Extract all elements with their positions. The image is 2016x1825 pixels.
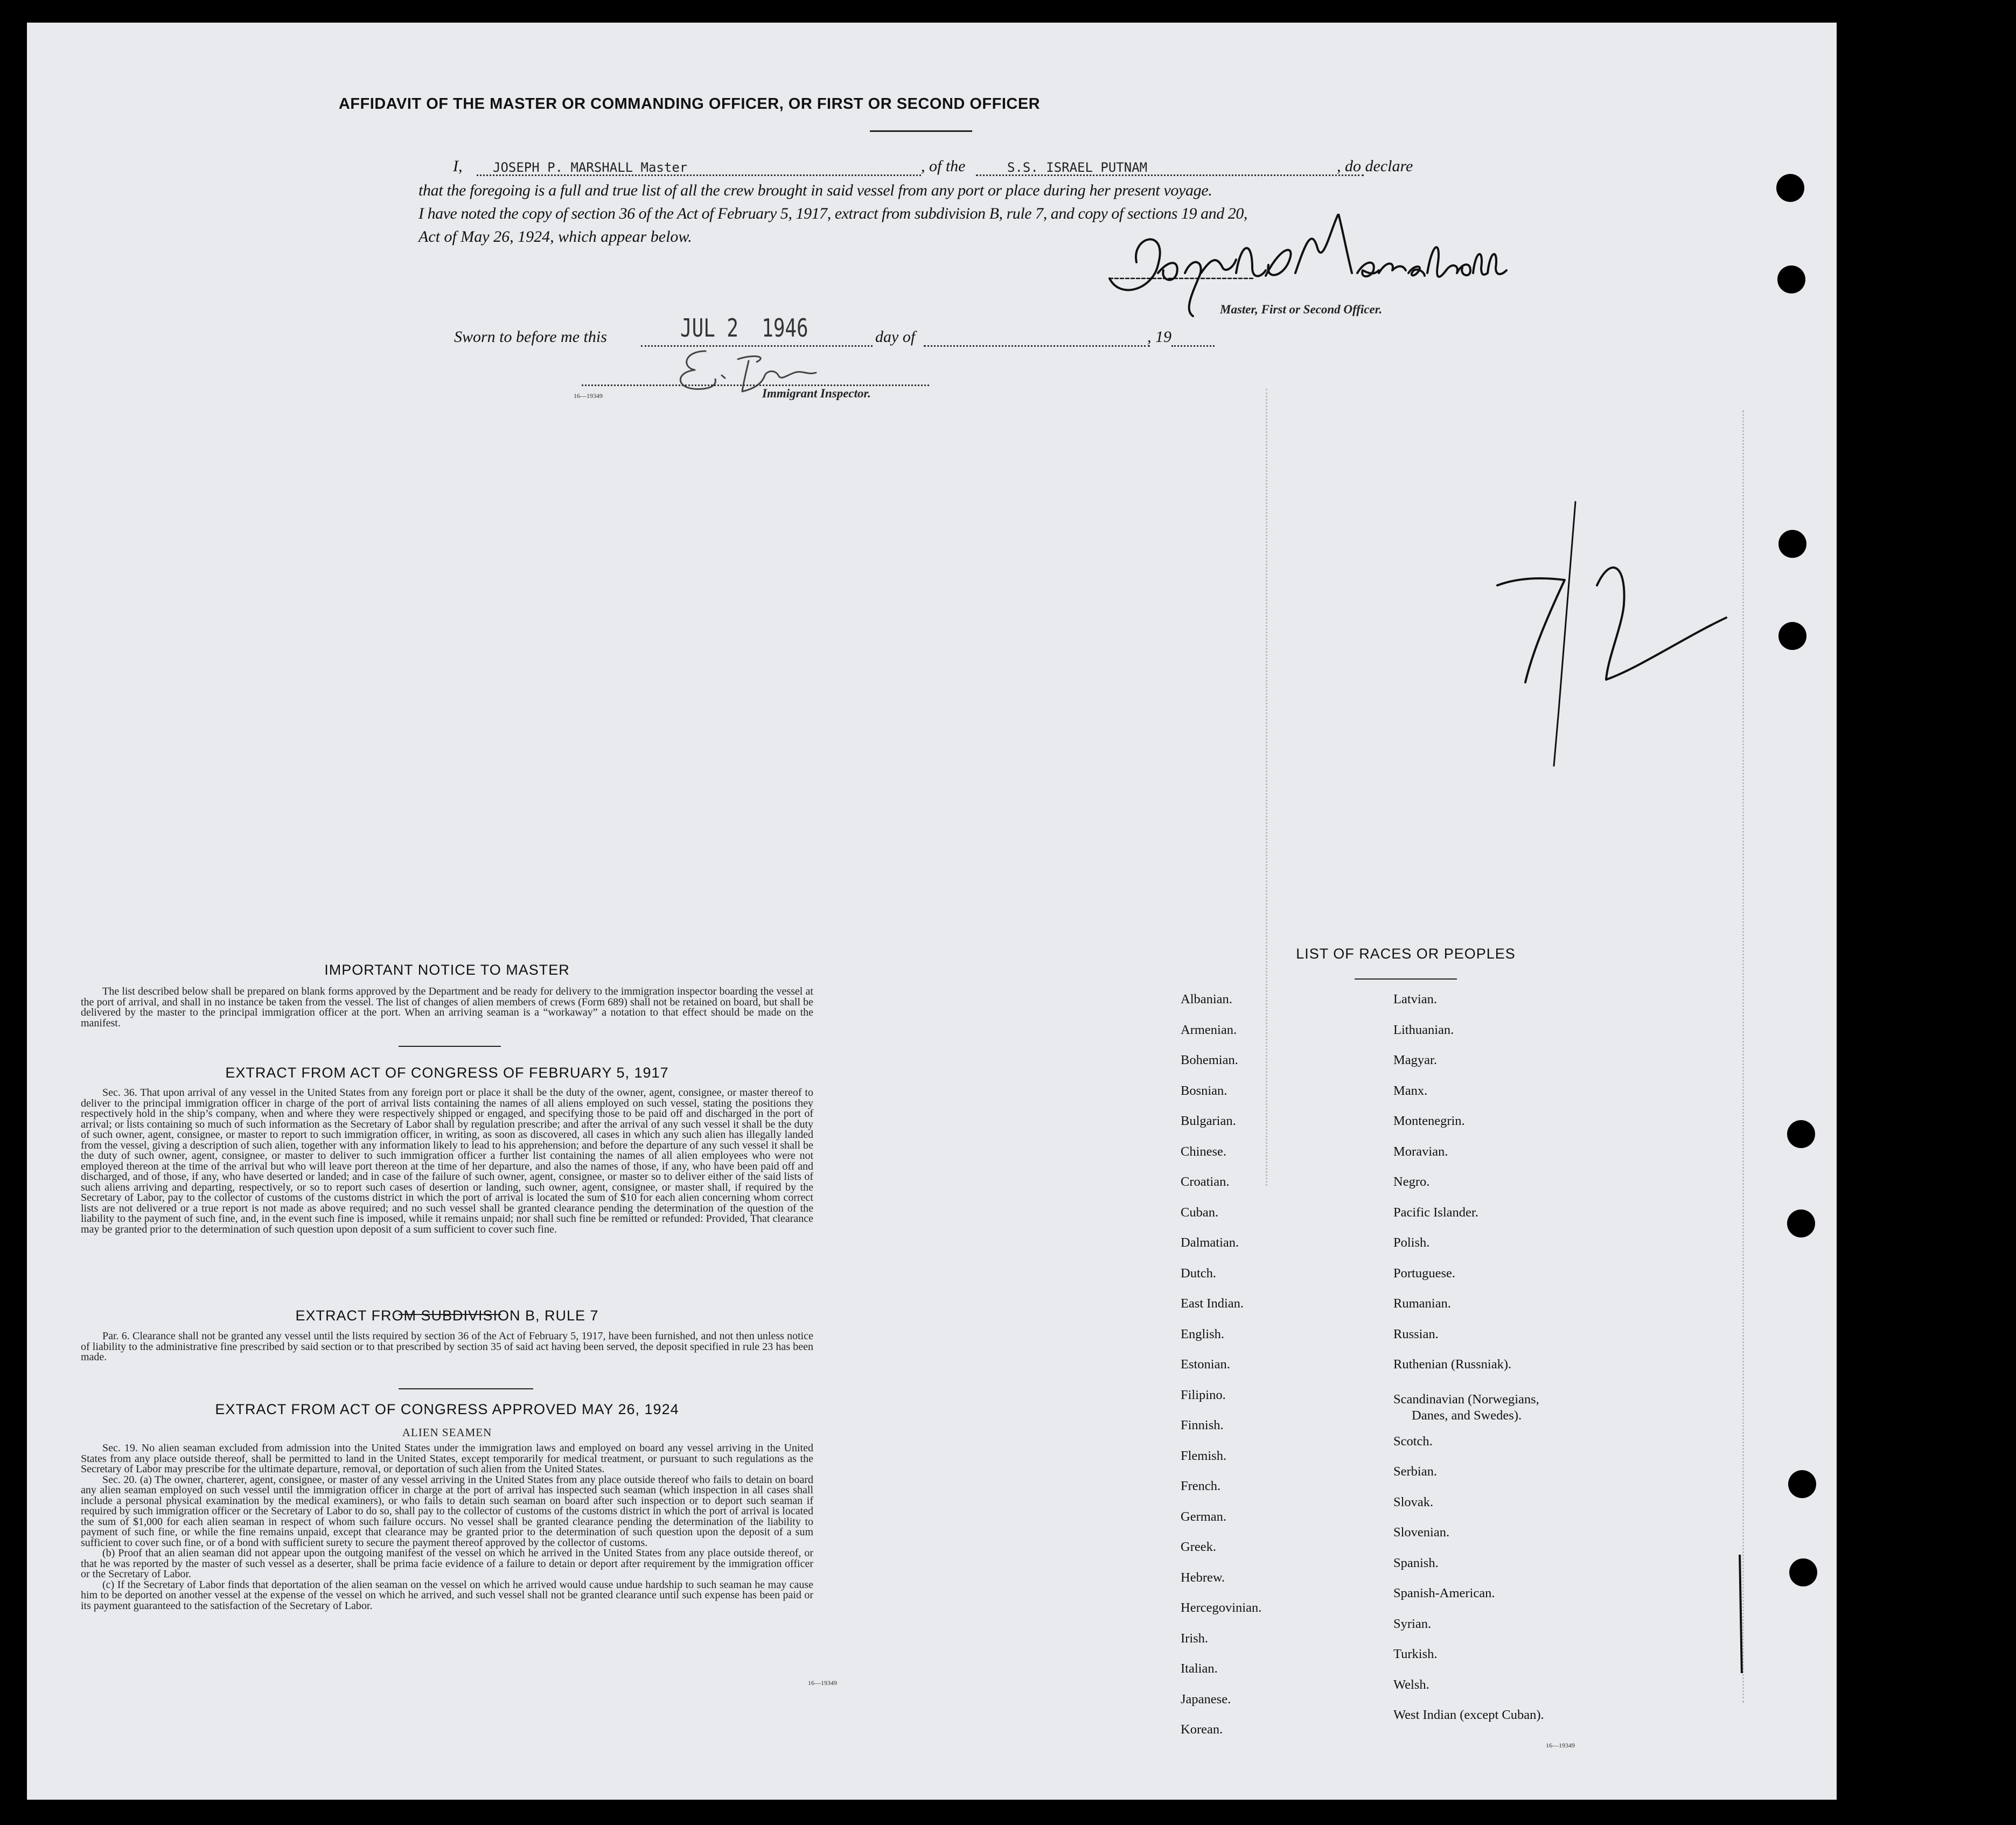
race-item: Montenegrin.	[1393, 1114, 1465, 1128]
year-prefix: , 19	[1147, 328, 1171, 346]
vessel-name: S.S. ISRAEL PUTNAM	[1007, 160, 1148, 175]
master-name: JOSEPH P. MARSHALL Master	[493, 160, 688, 175]
do-declare-label: , do declare	[1337, 157, 1413, 175]
race-item: Latvian.	[1393, 992, 1437, 1006]
race-item: Danes, and Swedes).	[1412, 1408, 1522, 1423]
sec-20b-text: (b) Proof that an alien seaman did not appear upon the outgoing manifest of the vessel on which he arrived in the United States from any place outside thereof, or that he was reported by the master of such vessel as a deserter, shall be prima facie evidence of a failure to detain or deport after requirement by the immigration officer or the Secretary of Labor.	[81, 1547, 813, 1580]
race-item: Manx.	[1393, 1083, 1428, 1098]
race-item: Hebrew.	[1181, 1570, 1225, 1585]
title-divider	[870, 130, 972, 132]
race-item: Lithuanian.	[1393, 1022, 1454, 1037]
binder-hole	[1787, 1120, 1815, 1148]
notice-text	[81, 987, 813, 1029]
race-item: French.	[1181, 1479, 1221, 1493]
race-item: Bosnian.	[1181, 1083, 1227, 1098]
extract-1924-body	[81, 1443, 813, 1611]
races-column-2	[1393, 992, 1544, 1738]
race-item: Ruthenian (Russniak).	[1393, 1357, 1512, 1372]
race-item: Cuban.	[1181, 1205, 1219, 1220]
race-item: Italian.	[1181, 1661, 1218, 1676]
guide-line-2	[1742, 410, 1744, 1703]
notice-title: IMPORTANT NOTICE TO MASTER	[324, 962, 570, 978]
race-item: Chinese.	[1181, 1144, 1227, 1159]
extract-form-number: 16—19349	[808, 1679, 837, 1687]
guide-line-1	[1266, 389, 1267, 1186]
document-page	[27, 23, 1837, 1800]
races-title: LIST OF RACES OR PEOPLES	[1296, 946, 1516, 962]
race-item: Magyar.	[1393, 1053, 1437, 1067]
sworn-prefix: Sworn to before me this	[454, 328, 607, 346]
race-item: Rumanian.	[1393, 1296, 1451, 1311]
sec-19-text: Sec. 19. No alien seaman excluded from admission into the United States under the immigration laws and employed on board any vessel arriving in the United States from any place outside thereof, shall be permitted to land in the United States, except temporarily for medical treatment, or pursuant to such regulations as the Secretary of Labor may prescribe for the ultimate departure, removal, or deportation of such alien from the United States.	[81, 1442, 813, 1475]
race-item: Serbian.	[1393, 1464, 1437, 1479]
sec-20a-text: Sec. 20. (a) The owner, charterer, agent, consignee, or master of any vessel arriving in the United States from any place outside thereof who fails to detain on board any alien seaman employed on such vessel until the immigration officer in charge at the port of arrival has inspected such seaman (which inspection in all cases shall include a personal physical examination by the medical examiners), or who fails to detain such seaman on board after such inspection or to deport such seaman if required by such immigration officer or the Secretary of Labor to do so, shall pay to the collector of customs of the customs district in which the port of arrival is located the sum of $1,000 for each alien seaman in respect of whom such failure occurs. No vessel shall be granted clearance pending the determination of the liability to payment of such fine, or while the fine remains unpaid, except that clearance may be granted prior to the determination of such question upon the deposit of a sum sufficient to cover such fine, or of a bond with sufficient surety to secure the payment thereof approved by the collector of customs.	[81, 1473, 813, 1549]
race-item: Syrian.	[1393, 1616, 1432, 1631]
race-item: English.	[1181, 1326, 1224, 1341]
race-item: Irish.	[1181, 1631, 1209, 1646]
inspector-caption: Immigrant Inspector.	[762, 387, 871, 400]
race-item: Pacific Islander.	[1393, 1205, 1478, 1220]
race-item: Croatian.	[1181, 1174, 1230, 1189]
race-item: West Indian (except Cuban).	[1393, 1708, 1544, 1722]
binder-hole	[1787, 1209, 1815, 1237]
sec-20c-text: (c) If the Secretary of Labor finds that deportation of the alien seaman on the vessel on which he arrived would cause undue hardship to such seaman he may cause him to be deported on another vessel at the expense of the vessel on which he arrived, and such vessel shall not be granted clearance until such expense has been paid or its payment guaranteed to the satisfaction of the Secretary of Labor.	[81, 1578, 813, 1612]
month-line	[924, 345, 1150, 347]
of-the-label: , of the	[921, 157, 966, 175]
extract-rule7-divider	[399, 1388, 533, 1389]
race-item: German.	[1181, 1509, 1227, 1524]
race-item: Armenian.	[1181, 1022, 1237, 1037]
race-item: Scandinavian (Norwegians,	[1393, 1392, 1539, 1407]
extract-1917-title: EXTRACT FROM ACT OF CONGRESS OF FEBRUARY 5, 1917	[225, 1065, 669, 1081]
race-item: Spanish.	[1393, 1555, 1439, 1570]
race-item: Albanian.	[1181, 992, 1232, 1006]
declarant-i: I,	[453, 157, 463, 175]
extract-1917-text: Sec. 36. That upon arrival of any vessel in the United States from any foreign port or place it shall be the duty of the owner, agent, consignee, or master thereof to deliver to the principal immigration officer in charge of the port of arrival lists containing the names of all aliens employed on such vessel, stating the positions they respectively hold in the ship’s company, when and where they were respectively shipped or engaged, and specifying those to be paid off and discharged in the port of arrival; or lists containing so much of such information as the Secretary of Labor shall by regulation prescribe; and after the arrival of any such vessel it shall be the duty of such owner, agent, consignee, or master to report to such immigration officer, in writing, as soon as discovered, all cases in which any such alien has illegally landed from the vessel, giving a description of such alien, together with any information likely to lead to his apprehension; and before the departure of any such vessel it shall be the duty of such owner, agent, consignee, or master to deliver to such immigration officer a further list containing the names of all alien employees who were not employed thereon at the time of the arrival but who will leave port thereon at the time of her departure, and also the names of those, if any, who have been paid off and discharged, and of those, if any, who have deserted or landed; and in case of the failure of such owner, agent, consignee, or master so to deliver either of the said lists of such aliens arriving and departing, respectively, or so to report such cases of desertion or landing, such owner, agent, consignee, or master shall, if required by the Secretary of Labor, pay to the collector of customs of the customs district in which the port of arrival is located the sum of $10 for each alien concerning whom correct lists are not delivered or a true report is not made as above required; and no such vessel shall be granted clearance pending the determination of the question of the liability to the payment of such fine, and, in the event such fine is imposed, while it remains unpaid; nor shall such fine be remitted or refunded: Provided, That clearance may be granted prior to the determination of such question upon deposit of a sum sufficient to cover such fine.	[81, 1087, 813, 1235]
races-column-1	[1181, 992, 1261, 1753]
binder-hole	[1778, 530, 1806, 558]
races-form-number: 16—19349	[1546, 1742, 1575, 1749]
year-line	[1171, 345, 1215, 347]
extract-1924-title: EXTRACT FROM ACT OF CONGRESS APPROVED MAY 26, 1924	[215, 1401, 679, 1417]
race-item: Polish.	[1393, 1235, 1430, 1250]
race-item: East Indian.	[1181, 1296, 1244, 1311]
race-item: Slovak.	[1393, 1494, 1434, 1509]
race-item: Bohemian.	[1181, 1053, 1238, 1067]
binder-hole	[1789, 1558, 1817, 1586]
race-item: Filipino.	[1181, 1387, 1226, 1402]
race-item: Bulgarian.	[1181, 1114, 1236, 1128]
race-item: Scotch.	[1393, 1434, 1433, 1449]
races-divider	[1355, 978, 1457, 980]
race-item: Hercegovinian.	[1181, 1600, 1262, 1615]
extract-1924-subtitle: ALIEN SEAMEN	[402, 1426, 492, 1439]
race-item: Welsh.	[1393, 1677, 1429, 1692]
race-item: Spanish-American.	[1393, 1586, 1495, 1600]
affidavit-line-4: Act of May 26, 1924, which appear below.	[418, 228, 692, 246]
affidavit-line-2: that the foregoing is a full and true list of all the crew brought in said vessel from any port or place during her present voyage.	[418, 181, 1212, 199]
handwritten-mark	[1481, 497, 1772, 809]
affidavit-line-3: I have noted the copy of section 36 of the Act of February 5, 1917, extract from subdivision B, rule 7, and copy of sections 19 and 20,	[418, 205, 1247, 222]
notice-divider	[399, 1046, 501, 1047]
race-item: Dalmatian.	[1181, 1235, 1239, 1250]
race-item: Slovenian.	[1393, 1525, 1450, 1540]
race-item: Flemish.	[1181, 1448, 1227, 1463]
race-item: Finnish.	[1181, 1418, 1224, 1432]
sworn-date-stamp: JUL 2 1946	[680, 313, 808, 342]
extract-rule7-title: EXTRACT FROM SUBDIVISION B, RULE 7	[295, 1307, 599, 1324]
binder-hole	[1788, 1470, 1816, 1498]
race-item: Negro.	[1393, 1174, 1430, 1189]
affidavit-form-number: 16—19349	[574, 392, 603, 400]
day-of-label: day of	[875, 328, 916, 346]
race-item: Korean.	[1181, 1722, 1223, 1737]
inspector-line	[582, 384, 929, 386]
affidavit-title: AFFIDAVIT OF THE MASTER OR COMMANDING OFFICER, OR FIRST OR SECOND OFFICER	[338, 95, 1041, 113]
signature-caption: Master, First or Second Officer.	[1220, 303, 1383, 316]
race-item: Turkish.	[1393, 1647, 1438, 1661]
race-item: Japanese.	[1181, 1691, 1231, 1707]
race-item: Russian.	[1393, 1326, 1439, 1341]
race-item: Moravian.	[1393, 1144, 1448, 1159]
binder-hole	[1778, 622, 1806, 650]
notice-paragraph: The list described below shall be prepared on blank forms approved by the Department and be ready for delivery to the immigration inspector boarding the vessel at the port of arrival, and shall in no instance be taken from the vessel. The list of changes of alien members of crews (Form 689) shall not be retained on board, but shall be delivered by the master to the principal immigration officer at the port. When an arriving seaman is a “workaway” a notation to that effect should be made on the manifest.	[81, 985, 813, 1029]
race-item: Greek.	[1181, 1540, 1216, 1554]
race-item: Dutch.	[1181, 1265, 1216, 1281]
race-item: Portuguese.	[1393, 1265, 1455, 1281]
binder-hole	[1777, 265, 1805, 293]
extract-rule7-text: Par. 6. Clearance shall not be granted any vessel until the lists required by section 36 of the Act of February 5, 1917, have been furnished, and not then unless notice of liability to the administrative fine prescribed by said section or to that prescribed by section 35 of said act having been served, the deposit specified in rule 23 has been made.	[81, 1330, 813, 1363]
binder-hole	[1776, 174, 1804, 202]
race-item: Estonian.	[1181, 1357, 1230, 1372]
